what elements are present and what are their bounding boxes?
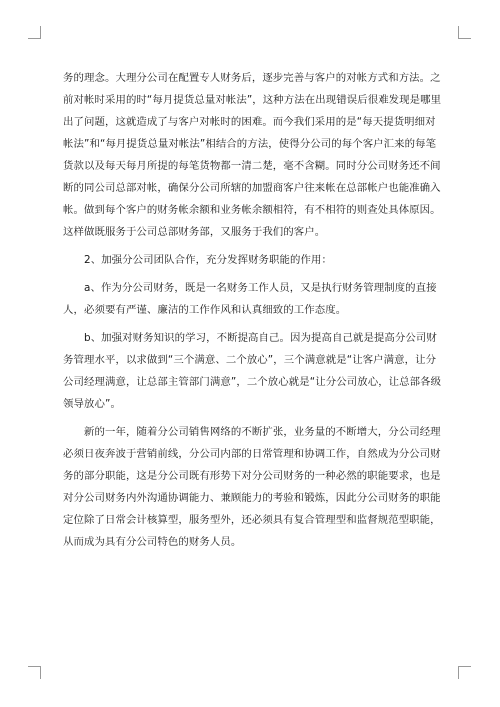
crop-mark-bottom-right bbox=[458, 666, 471, 679]
paragraph-heading-teamwork: 2、加强分公司团队合作，充分发挥财务职能的作用： bbox=[84, 254, 332, 266]
crop-mark-top-left bbox=[28, 26, 41, 39]
paragraph-point-b: b、加强对财务知识的学习，不断提高自己。因为提高自己就是提高分公司财务管理水平，以求做到“三个满意、二个放心”，三个满意就是“让客户满意，让分公司经理满意，让总部主管部门满意”，二个放心就是“让分公司放心，让总部各级领导放心”。 bbox=[63, 332, 442, 410]
paragraph-reconciliation: 务的理念。大理分公司在配置专人财务后，逐步完善与客户的对帐方式和方法。之前对帐时采用的时“每月提货总量对帐法”，这种方法在出现错误后很难发现是哪里出了问题，这就造成了与客户对帐时的困难。而今我们采用的是“每天提货明细对帐法”和“每月提货总量对帐法”相结合的方法，使得分公司的每个客户汇来的每笔货款以及每天每月所提的每笔货物都一清二楚，毫不含糊。同时分公司财务还不间断的同公司总部对帐，确保分公司所辖的加盟商客户往来帐在总部帐户也能准确入帐。做到每个客户的财务帐余额和业务帐余额相符，有不相符的则查处具体原因。这样做既服务于公司总部财务部，又服务于我们的客户。 bbox=[63, 72, 442, 238]
paragraph-new-year: 新的一年，随着分公司销售网络的不断扩张，业务量的不断增大，分公司经理必须日夜奔波于营销前线，分公司内部的日常管理和协调工作，自然成为分公司财务的部分职能，这是分公司既有形势下对分公司财务的一种必然的职能要求，也是对分公司财务内外沟通协调能力、兼顾能力的考验和锻炼，因此分公司财务的职能定位除了日常会计核算型，服务型外，还必须具有复合管理型和监督规范型职能，从而成为具有分公司特色的财务人员。 bbox=[63, 426, 441, 548]
crop-mark-bottom-left bbox=[28, 666, 41, 679]
paragraph-point-a: a、作为分公司财务，既是一名财务工作人员，又是执行财务管理制度的直接人，必须要有严谨、廉洁的工作作风和认真细致的工作态度。 bbox=[63, 282, 437, 316]
document-body bbox=[63, 67, 443, 559]
crop-mark-top-right bbox=[458, 26, 471, 39]
